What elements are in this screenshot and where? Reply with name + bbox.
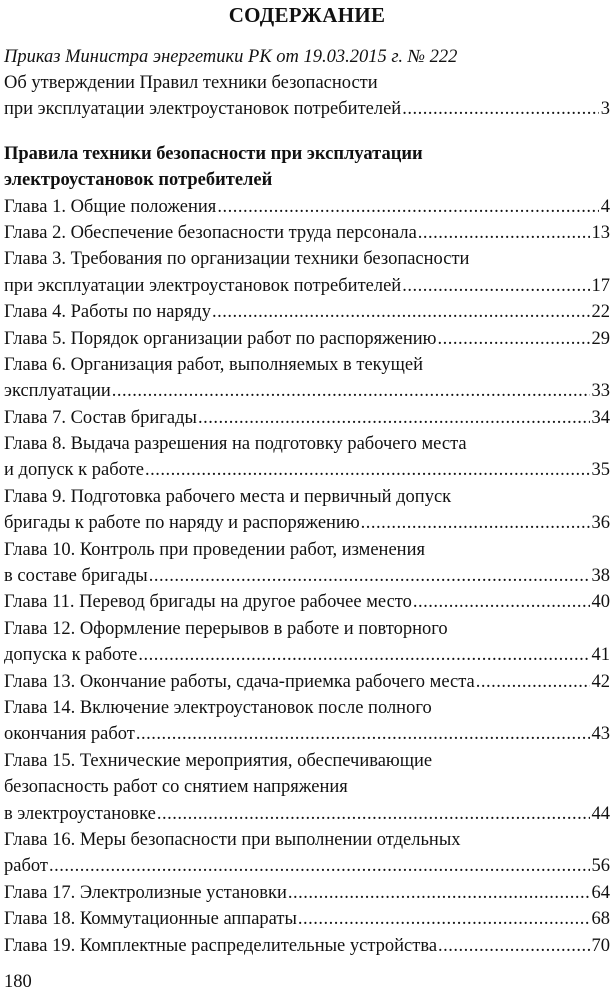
dot-leader xyxy=(212,299,590,325)
entry-page-number: 13 xyxy=(591,222,610,243)
dot-leader xyxy=(288,880,590,906)
chapter-title-line: Глава 14. Включение электроустановок после полного xyxy=(4,698,432,718)
toc-entry-chapter-17[interactable] xyxy=(4,880,610,906)
dot-leader xyxy=(217,194,598,220)
toc-entry-chapter-13[interactable] xyxy=(4,669,610,695)
toc-entry-chapter-16[interactable] xyxy=(4,853,610,879)
entry-text: в составе бригады xyxy=(4,566,148,587)
toc-entry-chapter-12[interactable] xyxy=(4,642,610,668)
entry-page-number: 64 xyxy=(591,882,610,903)
dot-leader xyxy=(138,642,589,668)
entry-text: окончания работ xyxy=(4,724,135,745)
entry-page-number: 29 xyxy=(591,328,610,349)
entry-text: при эксплуатации электроустановок потребителей xyxy=(4,275,402,296)
entry-text: работ xyxy=(4,856,48,877)
toc-entry-chapter-11[interactable] xyxy=(4,589,610,615)
dot-leader xyxy=(418,220,590,246)
toc-entry-chapter-1[interactable] xyxy=(4,194,610,220)
dot-leader xyxy=(413,589,590,615)
chapter-title-line: Глава 10. Контроль при проведении работ, изменения xyxy=(4,539,425,560)
toc-entry-chapter-4[interactable] xyxy=(4,299,610,325)
entry-text: Глава 17. Электролизные установки xyxy=(4,882,287,903)
toc-entry-chapter-8[interactable] xyxy=(4,457,610,483)
entry-page-number: 4 xyxy=(600,196,610,217)
dot-leader xyxy=(438,933,589,959)
order-line: Об утверждении Правил техники безопасности xyxy=(4,73,378,93)
toc-entry-chapter-5[interactable] xyxy=(4,326,610,352)
toc-page xyxy=(4,0,610,1000)
dot-leader xyxy=(112,378,590,404)
entry-text: Глава 19. Комплектные распределительные устройства xyxy=(4,935,438,956)
rules-heading-line: электроустановок потребителей xyxy=(4,170,273,191)
entry-page-number: 36 xyxy=(591,513,610,534)
entry-page-number: 40 xyxy=(591,592,610,613)
dot-leader xyxy=(298,906,590,932)
entry-text: Глава 2. Обеспечение безопасности труда персонала xyxy=(4,222,417,243)
toc-entry-chapter-14[interactable] xyxy=(4,721,610,747)
dot-leader xyxy=(361,510,590,536)
entry-page-number: 70 xyxy=(591,935,610,956)
toc-entry-chapter-3[interactable] xyxy=(4,273,610,299)
entry-text: Глава 18. Коммутационные аппараты xyxy=(4,909,297,930)
chapter-title-line: безопасность работ со снятием напряжения xyxy=(4,777,348,798)
dot-leader xyxy=(402,273,589,299)
dot-leader xyxy=(136,721,590,747)
toc-entry-order[interactable] xyxy=(4,96,610,122)
entry-text: Глава 1. Общие положения xyxy=(4,196,217,217)
entry-page-number: 44 xyxy=(591,803,610,824)
chapter-title-line: Глава 16. Меры безопасности при выполнении отдельных xyxy=(4,829,461,850)
entry-page-number: 33 xyxy=(591,381,610,402)
entry-page-number: 42 xyxy=(591,671,610,692)
entry-text: эксплуатации xyxy=(4,381,111,402)
chapter-title-line: Глава 8. Выдача разрешения на подготовку рабочего места xyxy=(4,434,467,455)
chapter-title-line: Глава 6. Организация работ, выполняемых в текущей xyxy=(4,354,423,375)
toc-entry-chapter-15[interactable] xyxy=(4,801,610,827)
entry-text: бригады к работе по наряду и распоряжению xyxy=(4,513,360,534)
toc-entry-chapter-18[interactable] xyxy=(4,906,610,932)
entry-page-number: 43 xyxy=(591,724,610,745)
entry-page-number: 56 xyxy=(591,856,610,877)
entry-text: Глава 13. Окончание работы, сдача-приемка рабочего места xyxy=(4,671,475,692)
order-title: Приказ Министра энергетики РК от 19.03.2015 г. № 222 xyxy=(4,47,458,67)
chapter-title-line: Глава 3. Требования по организации техники безопасности xyxy=(4,249,470,270)
entry-page-number: 3 xyxy=(600,99,610,120)
entry-page-number: 17 xyxy=(591,275,610,296)
chapter-title-line: Глава 15. Технические мероприятия, обеспечивающие xyxy=(4,750,433,771)
entry-text: допуска к работе xyxy=(4,645,138,666)
entry-page-number: 22 xyxy=(591,302,610,323)
dot-leader xyxy=(476,669,590,695)
entry-page-number: 35 xyxy=(591,460,610,481)
entry-page-number: 38 xyxy=(591,566,610,587)
dot-leader xyxy=(49,853,590,879)
entry-text: Глава 11. Перевод бригады на другое рабочее место xyxy=(4,592,412,613)
dot-leader xyxy=(402,96,599,122)
entry-text: Глава 4. Работы по наряду xyxy=(4,302,211,323)
toc-entry-chapter-10[interactable] xyxy=(4,563,610,589)
entry-text: Глава 5. Порядок организации работ по распоряжению xyxy=(4,328,437,349)
dot-leader xyxy=(198,405,590,431)
toc-entry-chapter-6[interactable] xyxy=(4,378,610,404)
toc-entry-chapter-2[interactable] xyxy=(4,220,610,246)
toc-entry-chapter-9[interactable] xyxy=(4,510,610,536)
toc-entry-chapter-7[interactable] xyxy=(4,405,610,431)
entry-page-number: 68 xyxy=(591,909,610,930)
dot-leader xyxy=(149,563,590,589)
toc-entry-chapter-19[interactable] xyxy=(4,933,610,959)
entry-text: в электроустановке xyxy=(4,803,156,824)
dot-leader xyxy=(437,326,589,352)
entry-page-number: 41 xyxy=(591,645,610,666)
toc-heading: СОДЕРЖАНИЕ xyxy=(228,3,386,27)
chapter-title-line: Глава 12. Оформление перерывов в работе и повторного xyxy=(4,618,448,639)
entry-text: и допуск к работе xyxy=(4,460,144,481)
chapter-title-line: Глава 9. Подготовка рабочего места и первичный допуск xyxy=(4,486,452,507)
rules-heading-line: Правила техники безопасности при эксплуатации xyxy=(4,143,423,164)
entry-page-number: 34 xyxy=(591,407,610,428)
dot-leader xyxy=(145,457,590,483)
dot-leader xyxy=(157,801,590,827)
page-number: 180 xyxy=(4,972,32,992)
entry-text: Глава 7. Состав бригады xyxy=(4,407,197,428)
chapter-list xyxy=(4,194,610,959)
entry-text: при эксплуатации электроустановок потребителей xyxy=(4,99,402,120)
